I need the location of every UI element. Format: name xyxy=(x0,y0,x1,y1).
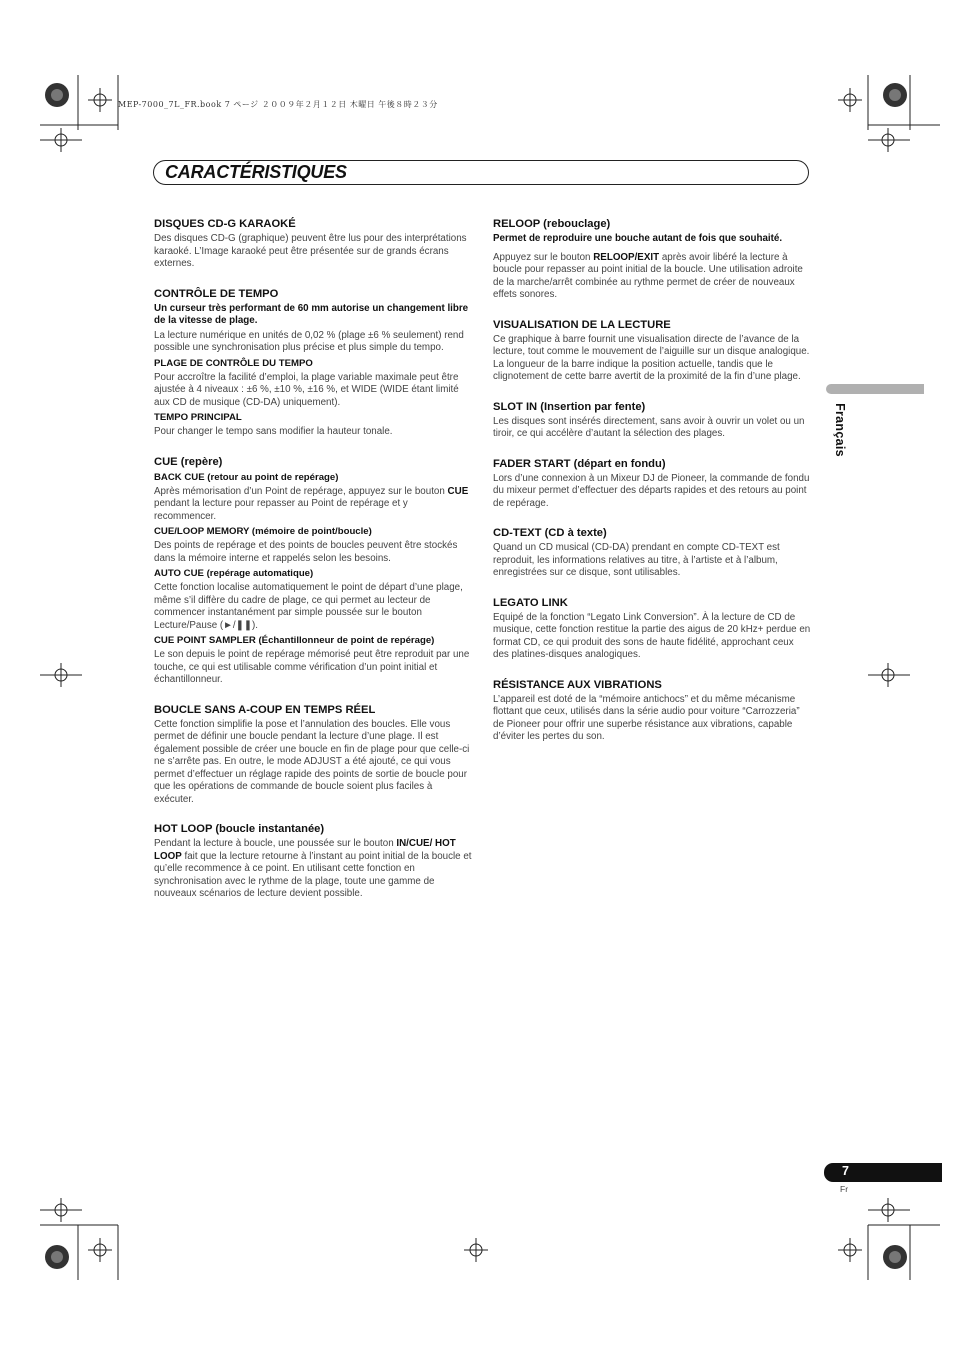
subsection-heading: AUTO CUE (repérage automatique) xyxy=(154,568,314,579)
button-name: CUE xyxy=(447,485,469,497)
section-legato-link xyxy=(493,596,811,662)
title-bar xyxy=(153,160,809,185)
page-title: CARACTÉRISTIQUES xyxy=(165,162,347,182)
text-run: Pendant la lecture à boucle, une poussée sur le bouton xyxy=(154,838,397,849)
section-slot-in xyxy=(493,400,811,441)
text-run: fait que la lecture retourne à l’instant au point initial de la boucle et qu’elle recommence à ce point. En utilisant cette fonction en synchronisation avec le rythme de la plage, toute une gamme de nouveaux scénarios de lecture devient possible. xyxy=(154,850,472,899)
section-visualisation xyxy=(493,318,811,384)
subsection-body: Des points de repérage et des points de boucles peuvent être stockés dans la mémoire interne et rappelés selon les besoins. xyxy=(154,540,458,564)
subsection-heading: BACK CUE (retour au point de repérage) xyxy=(154,471,339,483)
left-column xyxy=(154,217,472,917)
section-heading: CD-TEXT (CD à texte) xyxy=(493,527,607,539)
section-body xyxy=(493,252,811,302)
section-body xyxy=(154,838,472,901)
section-heading: SLOT IN (Insertion par fente) xyxy=(493,400,646,413)
section-reloop xyxy=(493,217,811,302)
subsection-heading: TEMPO PRINCIPAL xyxy=(154,412,242,423)
section-karaoke xyxy=(154,217,472,271)
section-cd-text xyxy=(493,526,811,580)
section-tempo xyxy=(154,287,472,439)
button-name: RELOOP/EXIT xyxy=(593,251,660,263)
subsection-body: Pour changer le tempo sans modifier la hauteur tonale. xyxy=(154,426,393,437)
button-name: IN/CUE/ HOT LOOP xyxy=(154,838,456,862)
section-seamless-loop xyxy=(154,703,472,807)
section-body: Cette fonction simplifie la pose et l’annulation des boucles. Elle vous permet de définir une boucle pendant la lecture d’une plage. Il est également possible de créer une boucle en fin de plage pour que celle-ci ne s’arrête pas. En outre, le mode ADJUST a été ajouté, ce qui vous permet d’effectuer un réglage rapide des points de sortie de boucle pour que les opérations de commande de boucle soient plus faciles à exécuter. xyxy=(154,718,470,805)
language-tab-label: Français xyxy=(833,403,847,457)
section-heading: DISQUES CD-G KARAOKÉ xyxy=(154,218,296,230)
section-lead: Permet de reproduire une bouche autant de fois que souhaité. xyxy=(493,233,783,244)
section-heading: LEGATO LINK xyxy=(493,596,568,609)
section-lead: Un curseur très performant de 60 mm autorise un changement libre de la vitesse de plage. xyxy=(154,302,469,326)
section-heading: RÉSISTANCE AUX VIBRATIONS xyxy=(493,678,662,691)
text-run: après avoir libéré la lecture à boucle pour repasser au point initial de la boucle. Une utilisation adroite de la marche/arrêt combinée au rythme permet de créer de nouveaux effets sonores. xyxy=(493,251,803,300)
section-body: Equipé de la fonction “Legato Link Conversion”. À la lecture de CD de musique, cette fonction restitue la partie des aigus de 20 kHz+ perdue en format CD, ce qui produit des sons de haute fidélité, approchant ceux des platines-disques analogiques. xyxy=(493,611,811,660)
page-number-box xyxy=(824,1163,942,1182)
text-run: pendant la lecture pour repasser au Point de repérage et y recommencer. xyxy=(154,498,408,522)
subsection-heading: CUE POINT SAMPLER (Échantillonneur de point de repérage) xyxy=(154,635,435,646)
print-header: MEP-7000_7L_FR.book 7 ページ ２００９年２月１２日 木曜日 午後８時２３分 xyxy=(118,100,438,109)
section-hot-loop xyxy=(154,822,472,901)
subsection-body: Pour accroître la facilité d’emploi, la plage variable maximale peut être ajustée à 4 niveaux : ±6 %, ±10 %, ±16 %, et WIDE (WIDE étant limité aux CD de musique (CD-DA) uniquement). xyxy=(154,371,459,408)
section-body: L’appareil est doté de la “mémoire antichocs” et du même mécanisme flottant que ceux, utilisés dans la série audio pour voiture “Carrozzeria” de Pioneer pour offrir une superbe résistance aux vibrations, capable d’éviter les pertes du son. xyxy=(493,693,800,742)
language-code: Fr xyxy=(840,1184,849,1194)
section-heading: HOT LOOP (boucle instantanée) xyxy=(154,823,325,835)
subsection-body xyxy=(154,486,472,524)
section-body: La lecture numérique en unités de 0,02 % (plage ±6 % seulement) rend possible une synchronisation plus précise et plus simple du tempo. xyxy=(154,329,464,353)
section-body: Ce graphique à barre fournit une visualisation directe de l’avance de la lecture, tout comme le mouvement de l’aiguille sur un disque analogique. La longueur de la barre indique la position actuelle, tandis que le clignotement de cette barre avertit de la proximité de la fin d’une plage. xyxy=(493,333,810,382)
subsection-heading: CUE/LOOP MEMORY (mémoire de point/boucle) xyxy=(154,526,372,537)
section-heading: CUE (repère) xyxy=(154,455,223,468)
subsection-body: Le son depuis le point de repérage mémorisé peut être reproduit par une touche, ce qui est utilisable comme vérification d’un point initial et échantillonneur. xyxy=(154,649,470,685)
text-run: Appuyez sur le bouton xyxy=(493,251,594,263)
section-body: Quand un CD musical (CD-DA) prendant en compte CD-TEXT est reproduit, les informations relatives au titre, à l’artiste et à l’album, enregistrées sur ce disque, sont utilisables. xyxy=(493,542,780,578)
section-body: Lors d’une connexion à un Mixeur DJ de Pioneer, la commande de fondu du mixeur permet d’effectuer des départs rapides et des retours au point de repérage. xyxy=(493,472,810,509)
section-heading: RELOOP (rebouclage) xyxy=(493,218,611,230)
subsection-heading: PLAGE DE CONTRÔLE DU TEMPO xyxy=(154,357,313,369)
section-body: Des disques CD-G (graphique) peuvent être lus pour des interprétations karaoké. L’Image karaoké peut être présentée sur de grands écrans externes. xyxy=(154,233,467,269)
page-number: 7 xyxy=(842,1164,849,1178)
section-cue xyxy=(154,455,472,687)
subsection-body: Cette fonction localise automatiquement le point de départ d’une plage, même s’il diffère du cadre de plage, ce qui permet au lecteur de commencer instantanément par simple poussée sur le bouton Lecture/Pause (►/❚❚). xyxy=(154,582,463,631)
text-run: Après mémorisation d’un Point de repérage, appuyez sur le bouton xyxy=(154,485,448,497)
section-heading: CONTRÔLE DE TEMPO xyxy=(154,287,279,300)
right-column xyxy=(493,217,811,760)
section-fader-start xyxy=(493,457,811,511)
section-vibration xyxy=(493,678,811,744)
section-body: Les disques sont insérés directement, sans avoir à ouvrir un volet ou un tiroir, ce qui accélère d’autant la sélection des plages. xyxy=(493,415,805,439)
section-heading: FADER START (départ en fondu) xyxy=(493,457,666,470)
section-heading: VISUALISATION DE LA LECTURE xyxy=(493,318,671,331)
section-heading: BOUCLE SANS A-COUP EN TEMPS RÉEL xyxy=(154,703,376,716)
